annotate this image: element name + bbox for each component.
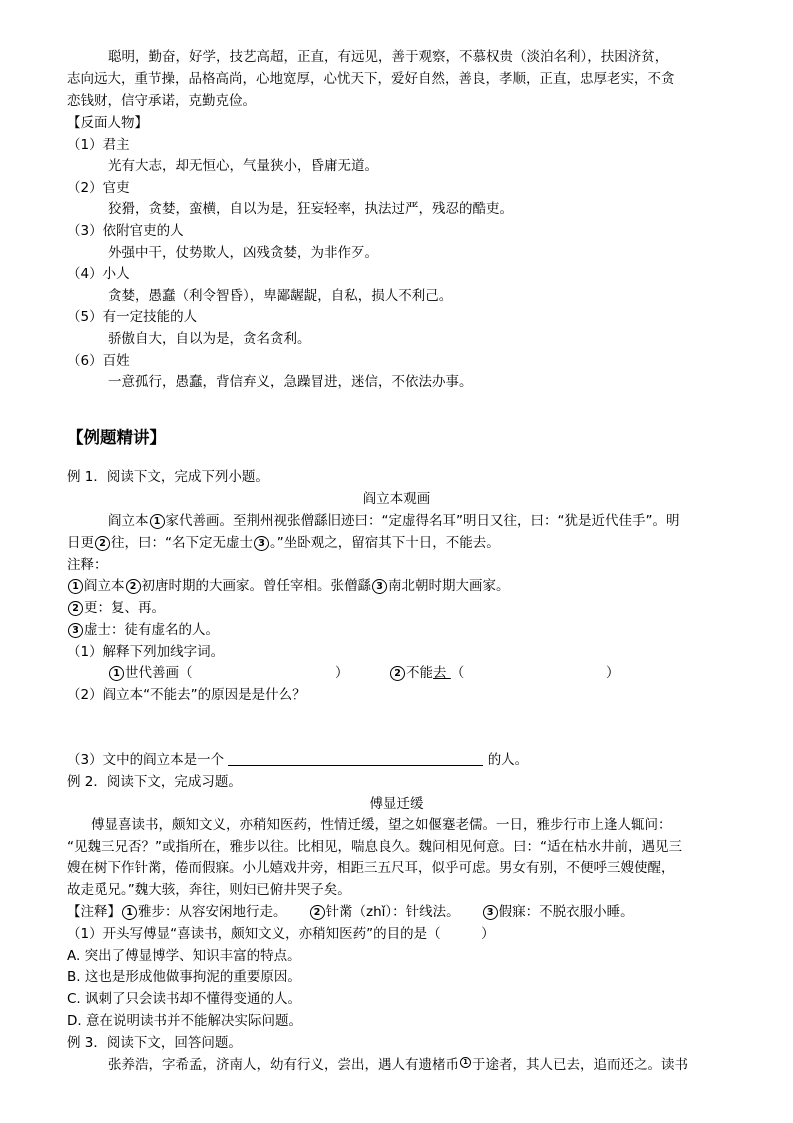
footnote-marker: 2 <box>68 601 83 616</box>
negative-item-desc: 狡猾，贪婪，蛮横，自以为是，狂妄轻率，执法过严，残忍的酷吏。 <box>108 201 513 217</box>
option-a: A. 突出了傅显博学、知识丰富的特点。 <box>67 948 301 964</box>
question-1-item-2 <box>389 663 639 683</box>
note-text: 初唐时期的大画家。曾任宰相。张僧繇 <box>141 578 371 594</box>
example-2-passage-line: 故走觅兄。”魏大骇，奔往，则妇已俯井哭子矣。 <box>67 882 351 898</box>
note-text: 阎立本 <box>84 578 125 594</box>
footnote-marker: 1 <box>150 514 165 529</box>
intro-line: 恋钱财，信守承诺，克勤克俭。 <box>67 93 256 109</box>
example-1-title: 阎立本观画 <box>362 491 431 507</box>
footnote-marker: 2 <box>310 905 325 920</box>
underlined-word: 去 <box>433 665 447 681</box>
example-2-passage-line: “见魏三兄否？”或指所在，雅步以往。比相见，喘息良久。魏问相见何意。曰：“适在枯水井前，遇见三 <box>67 839 682 855</box>
footnote-marker: 1 <box>460 1057 471 1068</box>
footnote-marker: 2 <box>126 579 141 594</box>
negative-item-desc: 一意孤行，愚蠢，背信弃义，急躁冒进，迷信，不依法办事。 <box>108 374 473 390</box>
example-3-passage-line <box>108 1055 738 1075</box>
example-1-passage-line <box>67 533 737 553</box>
footnote-marker: 3 <box>483 905 498 920</box>
item-text: （ <box>450 665 465 681</box>
negative-item-desc: 外强中干，仗势欺人，凶残贪婪，为非作歹。 <box>108 245 378 261</box>
negative-item-desc: 光有大志，却无恒心，气量狭小，昏庸无道。 <box>108 158 378 174</box>
option-d: D. 意在说明读书并不能解决实际问题。 <box>67 1013 302 1029</box>
note-text: 虚士：徒有虚名的人。 <box>84 622 219 638</box>
item-marker: 2 <box>390 666 405 681</box>
notes-label: 【注释】 <box>67 904 121 920</box>
passage-text: 张养浩，字希孟，济南人，幼有行义，尝出，遇人有遗楮币 <box>108 1057 459 1073</box>
note-line <box>67 620 737 640</box>
negative-item-label: （5）有一定技能的人 <box>67 309 198 325</box>
negative-heading: 【反面人物】 <box>67 115 148 131</box>
notes-label: 注释： <box>67 557 108 573</box>
negative-item-desc: 贪婪，愚蠢（利令智昏），卑鄙龌龊，自私，损人不利己。 <box>108 288 453 304</box>
negative-item-label: （6）百姓 <box>67 353 130 369</box>
item-text: 不能 <box>406 665 433 681</box>
close-paren: ） <box>606 665 620 681</box>
note-line <box>67 598 737 618</box>
passage-text: 家代善画。至荆州视张僧繇旧迹曰：“定虚得名耳”明日又往，曰：“犹是近代佳手”。明 <box>165 513 680 529</box>
intro-line: 志向远大，重节操，品格高尚，心地宽厚，心忧天下，爱好自然，善良，孝顺，正直，忠厚老实，不贪 <box>67 71 675 87</box>
answer-blank[interactable] <box>228 751 483 766</box>
note-text: 针黹（zhǐ）：针线法。 <box>325 904 460 920</box>
question-3 <box>67 750 737 770</box>
negative-item-desc: 骄傲自大，自以为是，贪名贪利。 <box>108 331 311 347</box>
item-text: 世代善画（ <box>125 665 193 681</box>
passage-text: 日更 <box>67 535 94 551</box>
footnote-marker: 1 <box>122 905 137 920</box>
example-1-passage-line <box>108 511 778 531</box>
negative-item-label: （2）官吏 <box>67 180 130 196</box>
example-2-question-1: （1）开头写傅显“喜读书，颇知文义，亦稍知医药”的目的是（ ） <box>67 926 495 942</box>
example-3-prompt: 例 3．阅读下文，回答问题。 <box>67 1035 242 1051</box>
footnote-marker: 2 <box>95 536 110 551</box>
close-paren: ） <box>335 665 349 681</box>
footnote-marker: 3 <box>254 536 269 551</box>
example-2-title: 傅显迁缓 <box>369 796 424 812</box>
intro-line: 聪明，勤奋，好学，技艺高超，正直，有远见，善于观察，不慕权贵（淡泊名利），扶困济贫， <box>108 49 669 65</box>
item-marker: 1 <box>109 666 124 681</box>
question-2: （2）阎立本“不能去”的原因是是什么？ <box>67 687 306 703</box>
footnote-marker: 3 <box>68 623 83 638</box>
example-2-notes <box>67 902 737 922</box>
passage-text: 阎立本 <box>108 513 149 529</box>
example-2-passage-line: 傅显喜读书，颇知文义，亦稍知医药，性情迁缓，望之如偃蹇老儒。一日，雅步行市上逢人辄问： <box>91 817 672 833</box>
example-2-passage-line: 嫂在树下作针黹，倦而假寐。小儿嬉戏井旁，相距三五尺耳，似乎可虑。男女有别，不便呼三嫂使醒， <box>67 860 675 876</box>
passage-text: 于途者，其人已去，追而还之。读书 <box>472 1057 688 1073</box>
option-c: C. 讽刺了只会读书却不懂得变通的人。 <box>67 991 302 1007</box>
question-1: （1）解释下列加线字词。 <box>67 644 225 660</box>
note-text: 更：复、再。 <box>84 600 165 616</box>
footnote-marker: 1 <box>68 579 83 594</box>
negative-item-label: （3）依附官吏的人 <box>67 223 184 239</box>
example-1-prompt: 例 1．阅读下文，完成下列小题。 <box>67 469 269 485</box>
question-text: 的人。 <box>487 752 529 768</box>
footnote-marker: 3 <box>372 579 387 594</box>
question-text: （3）文中的阎立本是一个 <box>67 752 225 768</box>
passage-text: 往，曰：“名下定无虚士 <box>111 535 253 551</box>
option-b: B. 这也是形成他做事拘泥的重要原因。 <box>67 969 301 985</box>
negative-item-label: （1）君主 <box>67 137 130 153</box>
section-heading: 【例题精讲】 <box>67 428 166 447</box>
note-text: 雅步：从容安闲地行走。 <box>138 904 287 920</box>
note-text: 假寐：不脱衣服小睡。 <box>498 904 634 920</box>
passage-text: 。”坐卧观之，留宿其下十日，不能去。 <box>270 535 500 551</box>
example-2-prompt: 例 2．阅读下文，完成习题。 <box>67 774 242 790</box>
note-text: 南北朝时期大画家。 <box>388 578 510 594</box>
note-line <box>67 576 737 596</box>
negative-item-label: （4）小人 <box>67 266 130 282</box>
